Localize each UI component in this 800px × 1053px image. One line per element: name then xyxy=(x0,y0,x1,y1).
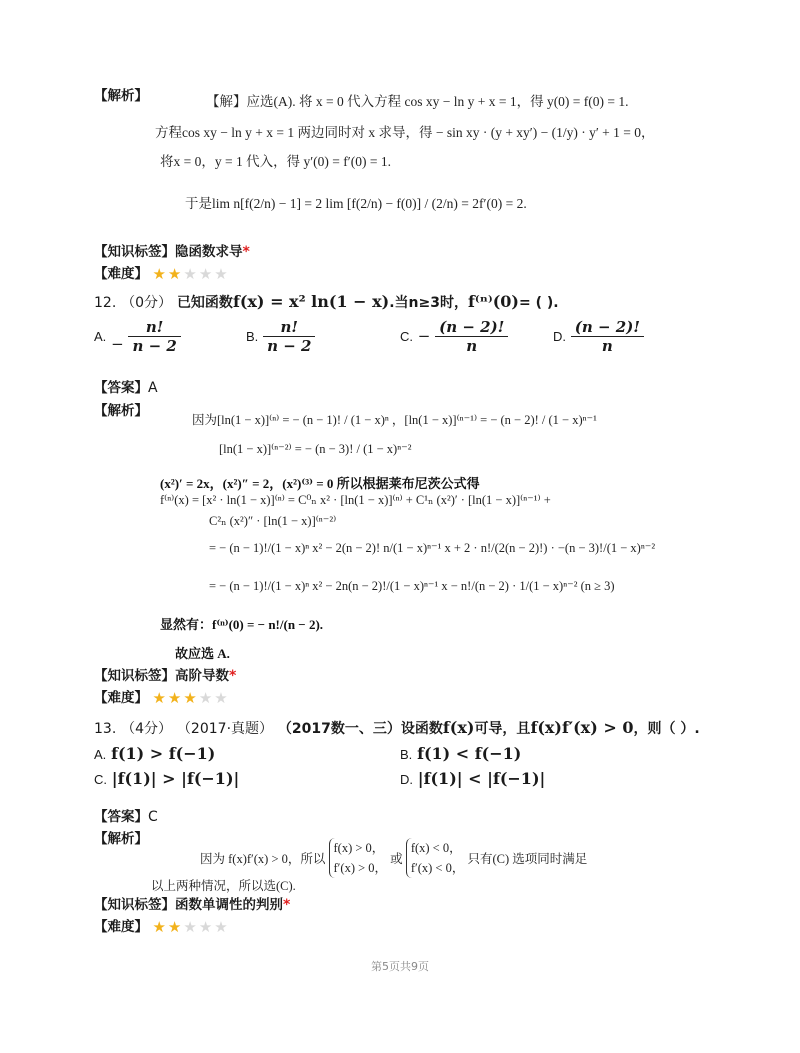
analysis-label: 【解析】 xyxy=(94,88,148,104)
q12-score: （0分） xyxy=(121,295,173,311)
q12-option-a[interactable]: A. − $\frac{n!}{n - 2}$ xyxy=(94,318,181,355)
q12-solution-line-5: C²ₙ (x²)″ · [ln(1 − x)]⁽ⁿ⁻²⁾ xyxy=(209,514,337,528)
q13-difficulty-stars xyxy=(152,917,228,936)
knowledge-label: 【知识标签】 xyxy=(94,244,175,260)
star-filled-icon: ★ xyxy=(167,688,182,707)
q12-solution-line-3: (x²)′ = 2x，(x²)″ = 2，(x²)⁽³⁾ = 0 所以根据莱布尼茨公式得 xyxy=(160,476,480,491)
q13-option-c[interactable]: C. |f(1)| > |f(−1)| xyxy=(94,769,240,788)
q12-derivative: f⁽ⁿ⁾(0) xyxy=(468,292,519,311)
q13-case-2: f(x) < 0， f′(x) < 0， xyxy=(406,838,465,878)
knowledge-label: 【知识标签】 xyxy=(94,897,175,913)
page-footer: 第5页共9页 xyxy=(371,960,429,973)
star-empty-icon: ★ xyxy=(214,264,228,283)
q13-option-a[interactable]: A. f(1) > f(−1) xyxy=(94,744,216,763)
q12-stem-end: = ( ). xyxy=(519,295,559,311)
q12-option-b[interactable]: B. $\frac{n!}{n - 2}$ xyxy=(246,318,315,355)
difficulty-label: 【难度】 xyxy=(94,690,148,706)
q11-knowledge-value: 隐函数求导 xyxy=(175,244,243,260)
q11-solution-line-4: 于是lim n[f(2/n) − 1] = 2 lim [f(2/n) − f(0)] / (2/n) = 2f′(0) = 2. xyxy=(185,196,527,211)
q13-condition: f(x)f′(x) > 0 xyxy=(530,718,634,737)
q12-knowledge-row xyxy=(94,664,236,684)
q12-solution-line-1: 因为[ln(1 − x)]⁽ⁿ⁾ = − (n − 1)! / (1 − x)ⁿ ，[ln(1 − x)]⁽ⁿ⁻¹⁾ = − (n − 2)! / (1 − x)ⁿ⁻¹ xyxy=(192,413,597,427)
q11-solution-line-2: 方程cos xy − ln y + x = 1 两边同时对 x 求导，得 − sin xy · (y + xy′) − (1/y) · y′ + 1 = 0， xyxy=(155,125,655,140)
q13-knowledge-value: 函数单调性的判别 xyxy=(175,897,283,913)
q13-difficulty-row xyxy=(94,915,228,935)
q13-answer-value: C xyxy=(148,809,158,825)
required-mark: * xyxy=(283,897,291,913)
star-empty-icon: ★ xyxy=(198,688,213,707)
q11-knowledge-row xyxy=(94,240,250,260)
star-filled-icon: ★ xyxy=(167,917,182,936)
q12-option-d[interactable]: D. $\frac{(n - 2)!}{n}$ xyxy=(553,318,644,355)
analysis-label: 【解析】 xyxy=(94,403,148,419)
q13-number: 13. xyxy=(94,721,117,737)
q13-stem-mid: 可导，且 xyxy=(474,721,531,737)
q13-option-d[interactable]: D. |f(1)| < |f(−1)| xyxy=(400,769,546,788)
q12-difficulty-row xyxy=(94,686,228,706)
star-empty-icon: ★ xyxy=(214,917,228,936)
q13-option-b[interactable]: B. f(1) < f(−1) xyxy=(400,744,522,763)
answer-label: 【答案】 xyxy=(94,380,148,396)
q13-case-1: f(x) > 0， f′(x) > 0， xyxy=(329,838,388,878)
star-filled-icon: ★ xyxy=(183,688,197,707)
difficulty-label: 【难度】 xyxy=(94,919,148,935)
q13-solution-line-1: 因为 f(x)f′(x) > 0，所以 f(x) > 0， f′(x) > 0， 或 f(x) < 0， f′(x) < 0， 只有(C) 选项同时满足 xyxy=(200,838,587,878)
star-empty-icon: ★ xyxy=(198,917,213,936)
star-filled-icon: ★ xyxy=(152,264,166,283)
q13-solution-line-2: 以上两种情况，所以选(C). xyxy=(151,879,296,893)
answer-label: 【答案】 xyxy=(94,809,148,825)
q12-stem-prefix: 已知函数 xyxy=(176,295,233,311)
q12-solution-line-6: = − (n − 1)!/(1 − x)ⁿ x² − 2(n − 2)! n/(1 − x)ⁿ⁻¹ x + 2 · n!/(2(n − 2)!) · −(n − 3)!/(1 − x)ⁿ⁻² xyxy=(209,541,656,555)
q13-stem-end: ，则（ ）. xyxy=(633,721,700,737)
q11-solution-line-3: 将x = 0，y = 1 代入，得 y′(0) = f′(0) = 1. xyxy=(160,154,391,169)
q11-difficulty-stars xyxy=(152,264,228,283)
q13-stem xyxy=(94,718,700,738)
star-empty-icon: ★ xyxy=(183,264,197,283)
star-empty-icon: ★ xyxy=(183,917,197,936)
star-filled-icon: ★ xyxy=(152,688,166,707)
q12-answer-row xyxy=(94,376,158,396)
q13-knowledge-row xyxy=(94,893,290,913)
q13-year-tag: （2017·真题） xyxy=(176,721,274,737)
q12-knowledge-value: 高阶导数 xyxy=(175,668,229,684)
q11-difficulty-row xyxy=(94,262,228,282)
q11-solution-line-1: 【解】应选(A). 将 x = 0 代入方程 cos xy − ln y + x = 1，得 y(0) = f(0) = 1. xyxy=(206,94,629,109)
q13-score: （4分） xyxy=(121,721,173,737)
required-mark: * xyxy=(242,244,250,260)
required-mark: * xyxy=(229,668,237,684)
q12-solution-line-8: 显然有：f⁽ⁿ⁾(0) = − n!/(n − 2). xyxy=(160,617,324,632)
difficulty-label: 【难度】 xyxy=(94,266,148,282)
knowledge-label: 【知识标签】 xyxy=(94,668,175,684)
q12-function: f(x) = x² ln(1 − x) xyxy=(232,292,390,311)
q13-function: f(x) xyxy=(442,718,475,737)
q12-solution-line-9: 故应选 A. xyxy=(175,646,230,661)
q12-difficulty-stars xyxy=(152,688,228,707)
star-filled-icon: ★ xyxy=(167,264,182,283)
q12-option-c[interactable]: C. − $\frac{(n - 2)!}{n}$ xyxy=(400,318,508,355)
star-empty-icon: ★ xyxy=(198,264,213,283)
analysis-label: 【解析】 xyxy=(94,831,148,847)
q12-solution-line-2: [ln(1 − x)]⁽ⁿ⁻²⁾ = − (n − 3)! / (1 − x)ⁿ⁻² xyxy=(219,442,412,456)
q13-stem-prefix: （2017数一、三）设函数 xyxy=(277,721,443,737)
star-filled-icon: ★ xyxy=(152,917,166,936)
q12-stem xyxy=(94,292,559,312)
q12-number: 12. xyxy=(94,295,117,311)
q12-answer-value: A xyxy=(148,380,158,396)
q12-stem-mid: .当n≥3时， xyxy=(389,295,468,311)
q12-solution-line-4: f⁽ⁿ⁾(x) = [x² · ln(1 − x)]⁽ⁿ⁾ = C⁰ₙ x² · [ln(1 − x)]⁽ⁿ⁾ + C¹ₙ (x²)′ · [ln(1 − x)]⁽ⁿ⁻¹⁾ + xyxy=(160,493,551,507)
star-empty-icon: ★ xyxy=(214,688,228,707)
q12-solution-line-7: = − (n − 1)!/(1 − x)ⁿ x² − 2n(n − 2)!/(1 − x)ⁿ⁻¹ x − n!/(n − 2) · 1/(1 − x)ⁿ⁻² (n ≥ 3) xyxy=(209,579,615,593)
q13-answer-row xyxy=(94,805,158,825)
